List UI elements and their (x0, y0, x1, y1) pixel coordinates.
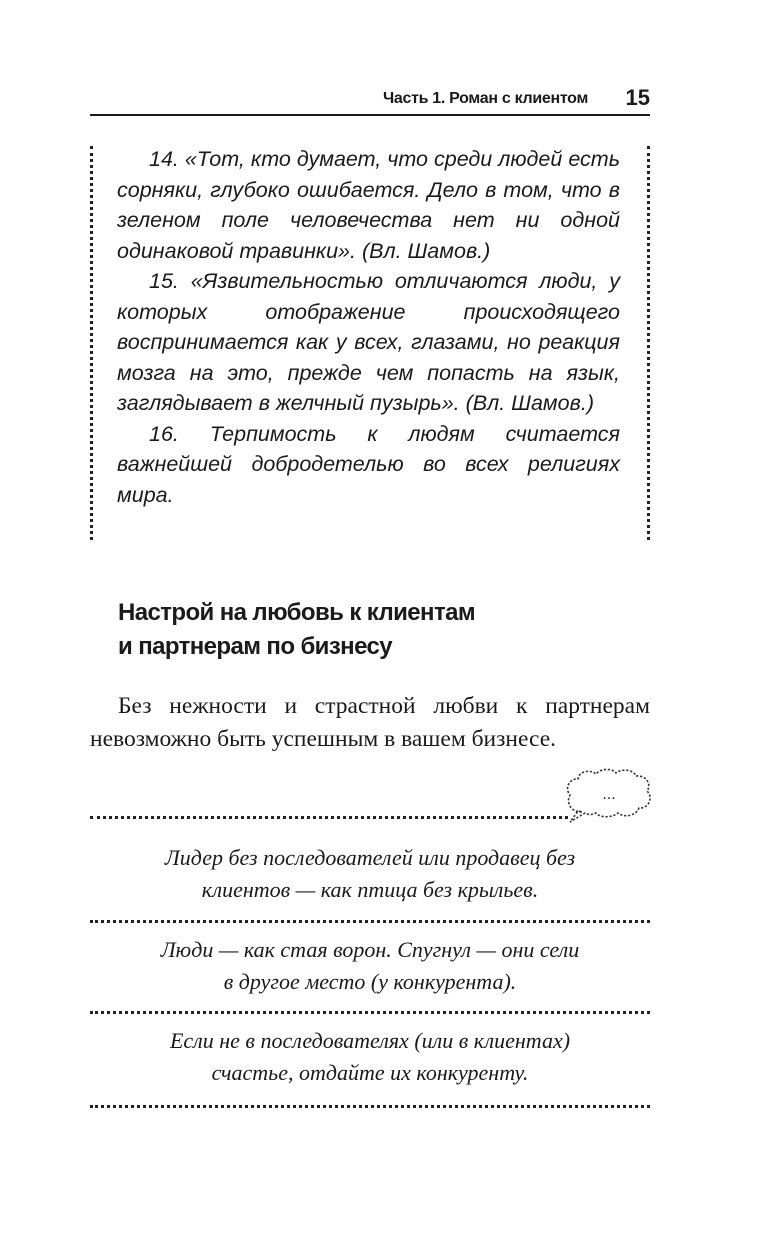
dotted-separator (90, 1105, 650, 1108)
quote-item-15: 15. «Язвительностью отличаются люди, у которых отображение происходящего воспринимается как у всех, глазами, но реакция мозга на это, прежде чем попасть на язык, заглядывает в желчный пузырь». (Вл. Шамов.) (117, 269, 620, 415)
running-title: Часть 1. Роман с клиентом (382, 90, 588, 107)
aphorism-1-line-1: Лидер без последователей или продавец без (164, 845, 576, 870)
running-header (90, 84, 650, 116)
aphorism-2-line-2: в другое место (у конкурента). (223, 969, 517, 994)
dotted-separator (90, 920, 650, 923)
dotted-separator (90, 1011, 650, 1014)
aphorism-2 (90, 934, 650, 998)
aphorism-3-line-1: Если не в последователях (или в клиентах) (169, 1028, 571, 1053)
aphorism-3 (90, 1025, 650, 1089)
quote-item-14: 14. «Тот, кто думает, что среди людей есть сорняки, глубоко ошибается. Дело в том, что в зеленом поле человечества нет ни одной одинаковой травинки». (Вл. Шамов.) (117, 147, 620, 263)
body-paragraph: Без нежности и страстной любви к партнерам невозможно быть успешным в вашем бизнесе. (90, 693, 650, 752)
dotted-separator (90, 816, 568, 819)
section-heading (118, 596, 638, 664)
aphorism-1 (90, 842, 650, 906)
aphorism-2-line-1: Люди — как стая ворон. Спугнул — они сели (160, 937, 580, 962)
aphorism-3-line-2: счастье, отдайте их конкуренту. (211, 1060, 529, 1085)
quote-list (117, 144, 620, 510)
section-heading-line-2: и партнерам по бизнесу (118, 633, 392, 660)
speech-bubble-icon (562, 768, 656, 826)
page-number: 15 (625, 85, 650, 110)
section-heading-line-1: Настрой на любовь к клиентам (118, 599, 476, 626)
quote-item-16: 16. Терпимость к людям считается важнейшей добродетелью во всех религиях мира. (117, 421, 620, 507)
speech-bubble-text: ... (602, 787, 616, 803)
aphorism-1-line-2: клиентов — как птица без крыльев. (201, 877, 539, 902)
